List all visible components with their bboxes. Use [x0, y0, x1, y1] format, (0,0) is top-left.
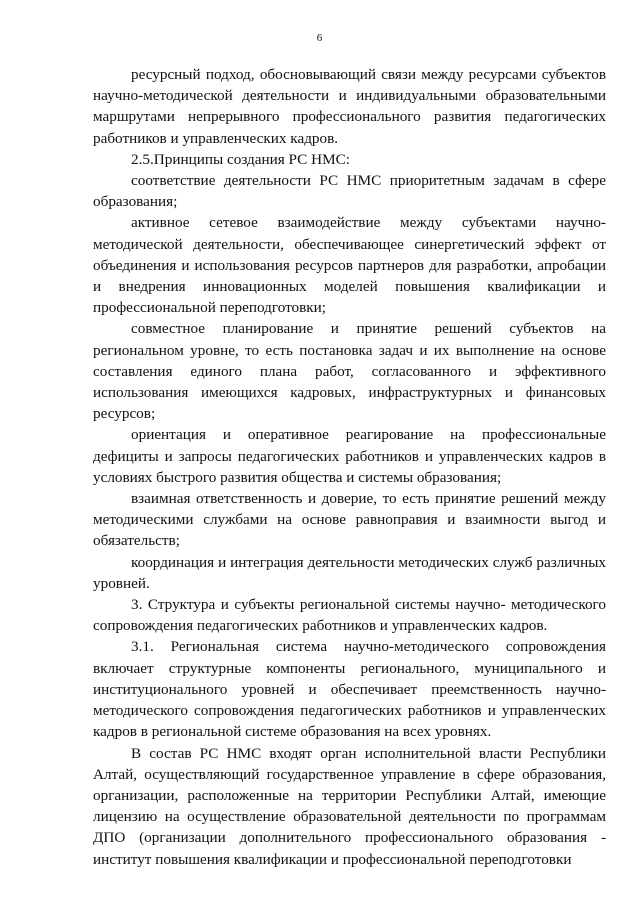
paragraph-principle-coordination: координация и интеграция деятельности методических служб различных уровней. [93, 553, 606, 592]
paragraph-3-1: 3.1. Региональная система научно-методического сопровождения включает структурные компоненты регионального, муниципального и институционального уровней и обеспечивает преемственность научно-методического сопровождения педагогических работников и управленческих кадров в региональной системе образования на всех уровнях. [93, 638, 606, 741]
paragraph-principle-responsibility: взаимная ответственность и доверие, то есть принятие решений между методическими службами на основе равноправия и взаимности выгод и обязательств; [93, 490, 606, 550]
paragraph-principle-orientation: ориентация и оперативное реагирование на профессиональные дефициты и запросы педагогических работников и управленческих кадров в условиях быстрого развития общества и системы образования; [93, 426, 606, 486]
paragraph-resource-approach: ресурсный подход, обосновывающий связи между ресурсами субъектов научно-методической деятельности и индивидуальными образовательными маршрутами непрерывного профессионального развития педагогических работников и управленческих кадров. [93, 66, 606, 147]
section-heading-structure: 3. Структура и субъекты региональной системы научно- методического сопровождения педагогических работников и управленческих кадров. [93, 596, 606, 635]
paragraph-principle-network: активное сетевое взаимодействие между субъектами научно-методической деятельности, обеспечивающее синергетический эффект от объединения и использования ресурсов партнеров для разработки, апробации и внедрения инновационных моделей повышения квалификации и профессиональной переподготовки; [93, 214, 606, 317]
paragraph-composition: В состав РС НМС входят орган исполнительной власти Республики Алтай, осуществляющий государственное управление в сфере образования, организации, расположенные на территории Республики Алтай, имеющие лицензию на осуществление образовательной деятельности по программам ДПО (организации дополнительного профессионального образования - институт повышения квалификации и профессиональной переподготовки [93, 744, 606, 868]
paragraph-principle-priority: соответствие деятельности РС НМС приоритетным задачам в сфере образования; [93, 172, 606, 211]
document-body [93, 64, 606, 870]
paragraph-principle-planning: совместное планирование и принятие решений субъектов на региональном уровне, то есть постановка задач и их выполнение на основе составления единого плана работ, согласованного и эффективного использования имеющихся кадровых, инфраструктурных и финансовых ресурсов; [93, 320, 606, 423]
page-number: 6 [316, 32, 323, 44]
paragraph-principles-heading: 2.5.Принципы создания РС НМС: [131, 150, 350, 168]
